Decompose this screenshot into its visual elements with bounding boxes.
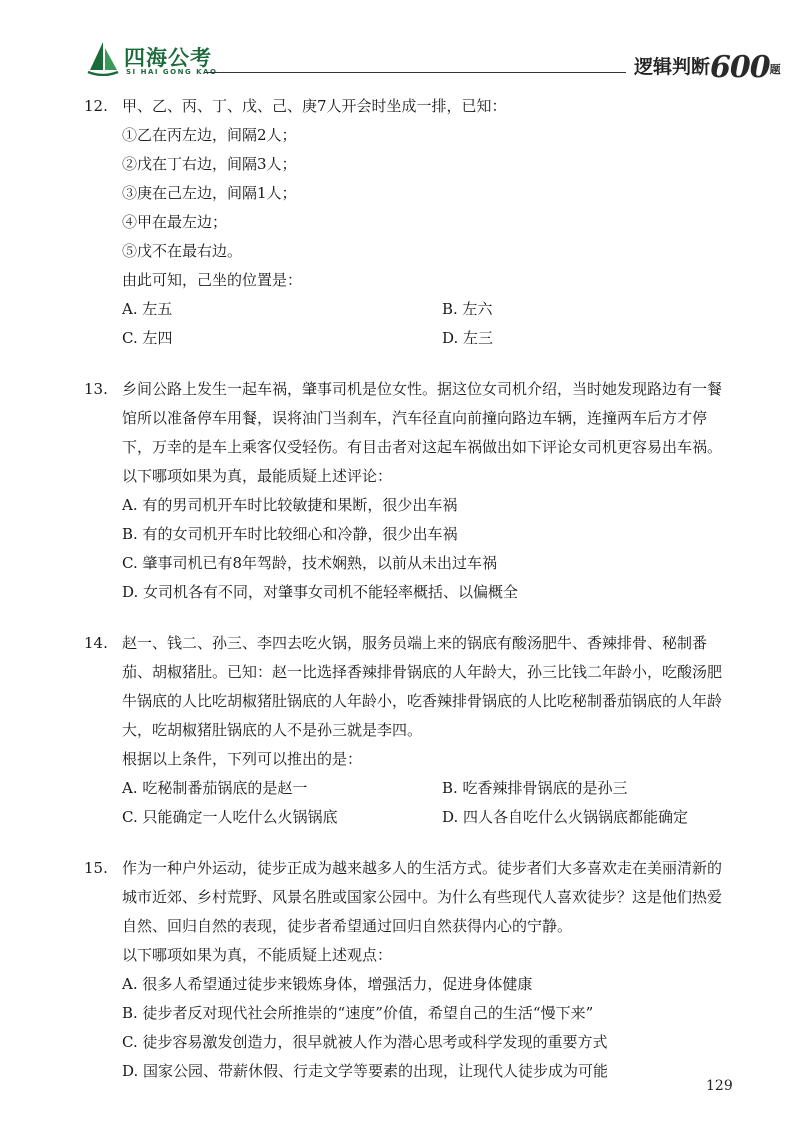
question-body: [122, 92, 728, 353]
option-c: C. 只能确定一人吃什么火锅锅底: [122, 808, 338, 826]
book-title-unit: 题: [769, 63, 781, 76]
question-prompt: 以下哪项如果为真，最能质疑上述评论：: [122, 467, 393, 485]
option-d: D. 国家公园、带薪休假、行走文学等要素的出现，让现代人徒步成为可能: [122, 1062, 609, 1080]
option-a: A. 很多人希望通过徒步来锻炼身体，增强活力，促进身体健康: [122, 975, 533, 993]
options-grid: [122, 295, 728, 353]
options-grid: [122, 774, 728, 832]
condition-item: ④甲在最左边；: [122, 213, 228, 231]
option-b: B. 徒步者反对现代社会所推崇的“速度”价值，希望自己的生活“慢下来”: [122, 1004, 594, 1022]
option-a: A. 左五: [122, 300, 173, 318]
condition-item: ①乙在丙左边，间隔2人；: [122, 126, 297, 144]
book-title: [634, 50, 781, 85]
logo-chinese-name: 四海公考: [124, 46, 212, 70]
question-13: [84, 375, 728, 607]
question-12: [84, 92, 728, 353]
page-header: [86, 38, 781, 85]
question-body: [122, 854, 728, 1086]
book-title-number: 600: [710, 50, 770, 85]
option-d: D. 女司机各有不同，对肇事女司机不能轻率概括、以偏概全: [122, 583, 519, 601]
question-body: [122, 375, 728, 607]
question-stem: 乡间公路上发生一起车祸，肇事司机是位女性。据这位女司机介绍，当时她发现路边有一餐馆所以准备停车用餐，误将油门当刹车，汽车径直向前撞向路边车辆，连撞两车后方才停下，万幸的是车上乘客仅受轻伤。有目击者对这起车祸做出如下评论女司机更容易出车祸。: [122, 380, 723, 456]
condition-item: ⑤戊不在最右边。: [122, 242, 243, 260]
question-prompt: 根据以上条件，下列可以推出的是：: [122, 750, 363, 768]
page-number: 129: [706, 1078, 733, 1094]
option-b: B. 吃香辣排骨锅底的是孙三: [442, 779, 628, 797]
question-14: [84, 629, 728, 832]
option-c: C. 徒步容易激发创造力，很早就被人作为潜心思考或科学发现的重要方式: [122, 1033, 608, 1051]
question-body: [122, 629, 728, 832]
question-stem: 甲、乙、丙、丁、戊、己、庚7人开会时坐成一排，已知：: [122, 97, 507, 115]
option-a: A. 有的男司机开车时比较敏捷和果断，很少出车祸: [122, 496, 458, 514]
question-stem: 作为一种户外运动，徒步正成为越来越多人的生活方式。徒步者们大多喜欢走在美丽清新的城市近郊、乡村荒野、风景名胜或国家公园中。为什么有些现代人喜欢徒步？这是他们热爱自然、回归自然的表现，徒步者希望通过回归自然获得内心的宁静。: [122, 859, 723, 935]
header-rule: [204, 72, 626, 73]
condition-item: ③庚在己左边，间隔1人；: [122, 184, 297, 202]
option-b: B. 有的女司机开车时比较细心和冷静，很少出车祸: [122, 525, 458, 543]
question-number: 15.: [84, 859, 108, 877]
publisher-logo: [86, 38, 246, 82]
options-list: [122, 491, 728, 607]
option-c: C. 肇事司机已有8年驾龄，技术娴熟，以前从未出过车祸: [122, 554, 498, 572]
options-list: [122, 970, 728, 1086]
question-list: [84, 92, 728, 1108]
sail-logo-icon: [86, 40, 120, 76]
option-a: A. 吃秘制番茄锅底的是赵一: [122, 779, 308, 797]
question-number: 12.: [84, 97, 108, 115]
book-title-text: 逻辑判断: [634, 56, 711, 78]
option-b: B. 左六: [442, 300, 493, 318]
condition-item: ②戊在丁右边，间隔3人；: [122, 155, 297, 173]
question-number: 13.: [84, 380, 108, 398]
question-prompt: 由此可知，己坐的位置是：: [122, 271, 303, 289]
option-d: D. 四人各自吃什么火锅锅底都能确定: [442, 808, 689, 826]
question-15: [84, 854, 728, 1086]
option-d: D. 左三: [442, 329, 494, 347]
question-prompt: 以下哪项如果为真，不能质疑上述观点：: [122, 946, 393, 964]
option-c: C. 左四: [122, 329, 173, 347]
question-number: 14.: [84, 634, 108, 652]
logo-english-name: SI HAI GONG KAO: [126, 68, 218, 76]
question-stem: 赵一、钱二、孙三、李四去吃火锅，服务员端上来的锅底有酸汤肥牛、香辣排骨、秘制番茄、胡椒猪肚。已知：赵一比选择香辣排骨锅底的人年龄大，孙三比钱二年龄小，吃酸汤肥牛锅底的人比吃胡椒猪肚锅底的人年龄小，吃香辣排骨锅底的人比吃秘制番茄锅底的人年龄大，吃胡椒猪肚锅底的人不是孙三就是李四。: [122, 634, 723, 739]
